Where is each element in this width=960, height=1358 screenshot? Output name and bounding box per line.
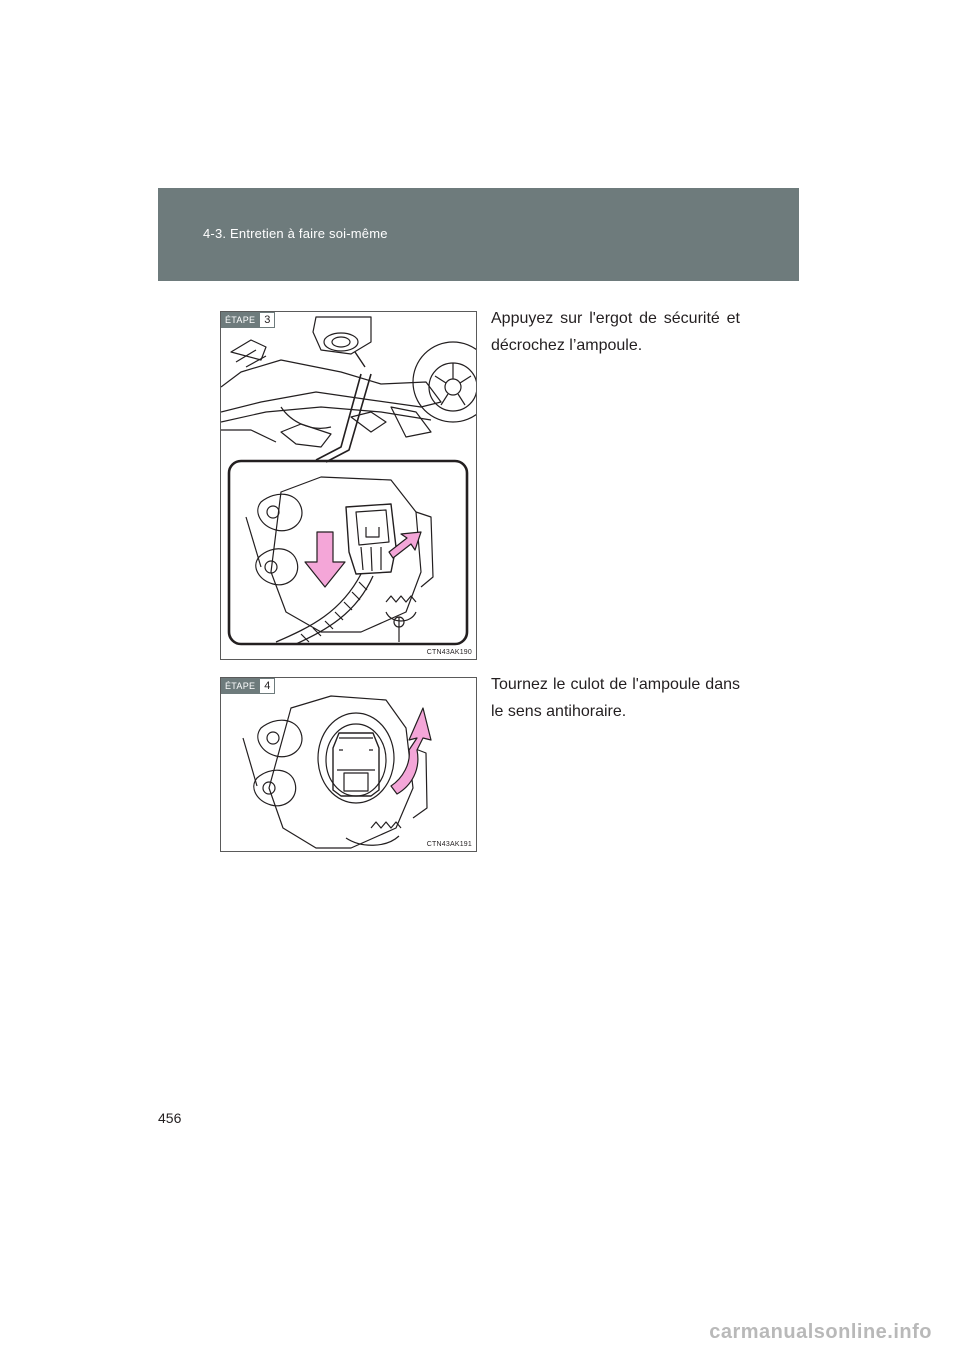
step-number: 3 bbox=[259, 312, 275, 328]
step-4-figure bbox=[220, 677, 477, 852]
step-3-figure bbox=[220, 311, 477, 660]
bulb-rotation-illustration bbox=[221, 678, 476, 851]
step-number: 4 bbox=[259, 678, 275, 694]
step-label: ÉTAPE bbox=[221, 312, 259, 328]
step-4-instruction: Tournez le culot de l'ampoule dans le sens antihoraire. bbox=[491, 676, 740, 720]
pull-out-arrow bbox=[389, 532, 421, 558]
step-label: ÉTAPE bbox=[221, 678, 259, 694]
page-number: 456 bbox=[158, 1110, 182, 1126]
rotate-counterclockwise-arrow bbox=[391, 708, 431, 794]
watermark: carmanualsonline.info bbox=[709, 1321, 932, 1343]
figure-code: CTN43AK190 bbox=[426, 649, 472, 656]
step-badge bbox=[221, 678, 275, 694]
fog-lamp-removal-illustration bbox=[221, 312, 476, 659]
step-3-instruction: Appuyez sur l'ergot de sécurité et décrochez l’ampoule. bbox=[491, 310, 740, 354]
section-title: 4-3. Entretien à faire soi-même bbox=[203, 226, 388, 241]
figure-code: CTN43AK191 bbox=[426, 841, 472, 848]
section-header bbox=[158, 188, 799, 281]
step-badge bbox=[221, 312, 275, 328]
push-down-arrow bbox=[305, 532, 345, 587]
